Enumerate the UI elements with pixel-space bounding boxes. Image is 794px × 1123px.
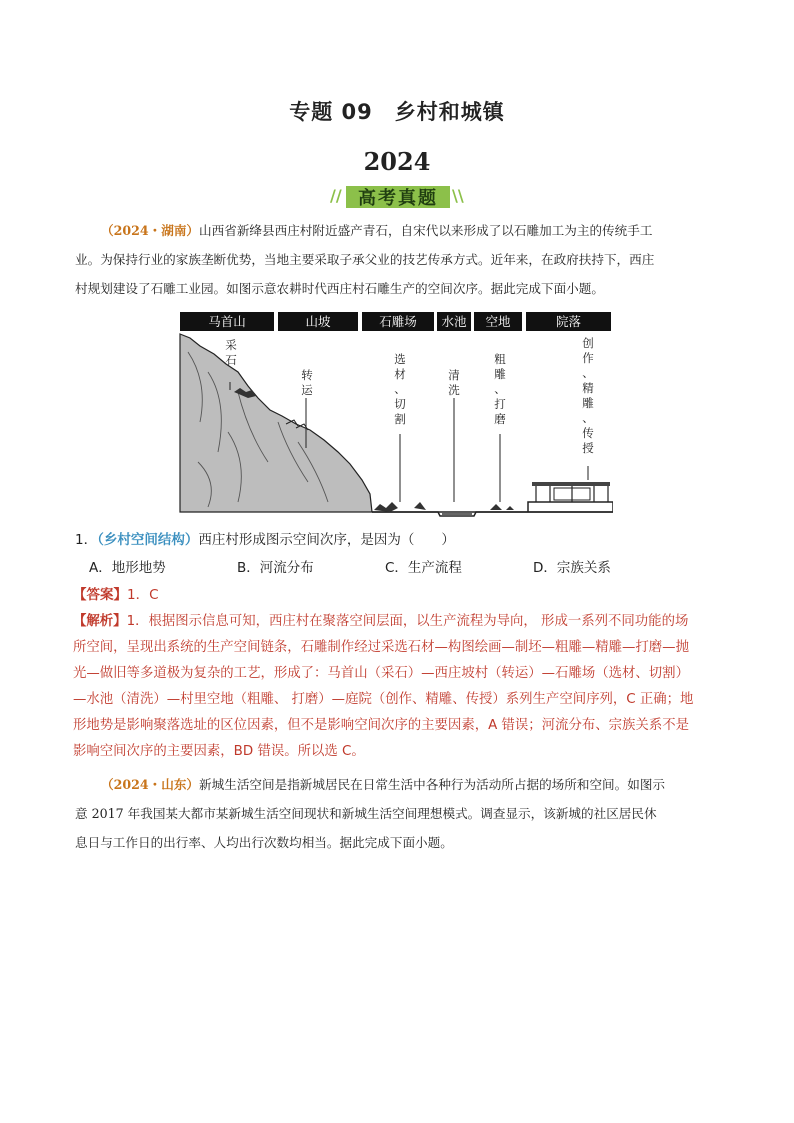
figure-header-kongdi: 空地: [474, 312, 522, 331]
figure-header-shidiaochang: 石雕场: [362, 312, 434, 331]
intro-paragraph-hunan: [75, 216, 723, 303]
figure-header-shanpo: 山坡: [278, 312, 358, 331]
slash-decoration-right: \\: [452, 186, 464, 205]
section-banner: [328, 182, 468, 210]
figure-header-mashoushan: 马首山: [180, 312, 274, 331]
figure-header-shuichi: 水池: [437, 312, 471, 331]
intro-line: 业。为保持行业的家族垄断优势，当地主要采取子承父业的技艺传承方式。近年来，在政府扶持下，西庄: [75, 252, 655, 267]
question-tag: （乡村空间结构）: [97, 532, 199, 548]
intro-paragraph-shandong: [75, 770, 723, 857]
option-b: B．河流分布: [237, 560, 314, 576]
analysis-line: 所空间，呈现出系统的生产空间链条，石雕制作经过采选石材—构图绘画—制坯—粗雕—精雕—打磨—抛: [73, 640, 689, 655]
option-c: C．生产流程: [385, 560, 462, 576]
intro-line: 息日与工作日的出行率、人均出行次数均相当。据此完成下面小题。: [75, 835, 453, 850]
intro-line: （2024・湖南）山西省新绛县西庄村附近盛产青石，自宋代以来形成了以石雕加工为主的传统手工: [101, 223, 653, 238]
stone-carving-space-figure: [178, 312, 613, 518]
source-tag-hunan: （2024・湖南）: [101, 223, 200, 238]
mountain-shape: [180, 334, 372, 512]
analysis-label: 【解析】: [73, 614, 127, 629]
label-caishi: 采 石: [225, 338, 237, 367]
page-title: 专题 09 乡村和城镇: [289, 100, 505, 124]
analysis-line: 【解析】1．根据图示信息可知，西庄村在聚落空间层面，以生产流程为导向， 形成一系列不同功能的场: [73, 614, 689, 629]
question-1: [75, 528, 455, 548]
year-heading: 2024: [363, 147, 431, 176]
intro-line: 意 2017 年我国某大都市某新城生活空间现状和新城生活空间理想模式。调查显示，该新城的社区居民休: [75, 806, 657, 821]
rough-carving-stones: [490, 504, 514, 510]
analysis-line: 影响空间次序的主要因素，BD 错误。所以选 C。: [73, 744, 365, 759]
analysis-block: [73, 609, 725, 765]
label-qingxi: 清 洗: [448, 368, 460, 397]
banner-label: 高考真题: [358, 188, 438, 209]
question-text: 西庄村形成图示空间次序，是因为（ ）: [198, 532, 455, 548]
stone-blocks: [374, 502, 426, 512]
intro-line: 村规划建设了石雕工业园。如图示意农耕时代西庄村石雕生产的空间次序。据此完成下面小题。: [75, 281, 604, 296]
answer-label: 【答案】: [73, 587, 127, 603]
answer-line: [73, 583, 159, 603]
option-a: A．地形地势: [89, 560, 166, 576]
label-xuancai-qiege: 选 材 、 切 割: [394, 352, 406, 426]
analysis-line: 光—做旧等多道极为复杂的工艺，形成了：马首山（采石）—西庄坡村（转运）—石雕场（选材、切割）: [73, 666, 689, 681]
source-tag-shandong: （2024・山东）: [101, 777, 200, 792]
courtyard-roof: [532, 482, 610, 486]
slash-decoration-left: //: [330, 186, 342, 205]
analysis-line: 形地势是影响聚落选址的区位因素，但不是影响空间次序的主要因素，A 错误；河流分布、宗族关系不是: [73, 718, 689, 733]
label-cudiao-damo: 粗 雕 、 打 磨: [494, 352, 506, 426]
question-number: 1．: [75, 532, 98, 548]
label-chuangzuo-jingdiao-chuanshou: 创 作 、 精 雕 、 传 授: [582, 336, 594, 455]
intro-line: （2024・山东）新城生活空间是指新城居民在日常生活中各种行为活动所占据的场所和空间。如图示: [101, 777, 665, 792]
label-zhuanyun: 转 运: [301, 368, 313, 397]
analysis-line: —水池（清洗）—村里空地（粗雕、 打磨）—庭院（创作、精雕、传授）系列生产空间序列，C 正确；地: [73, 692, 694, 707]
figure-header-yuanluo: 院落: [526, 312, 611, 331]
option-d: D．宗族关系: [533, 560, 611, 576]
answer-value: 1．C: [127, 587, 159, 603]
